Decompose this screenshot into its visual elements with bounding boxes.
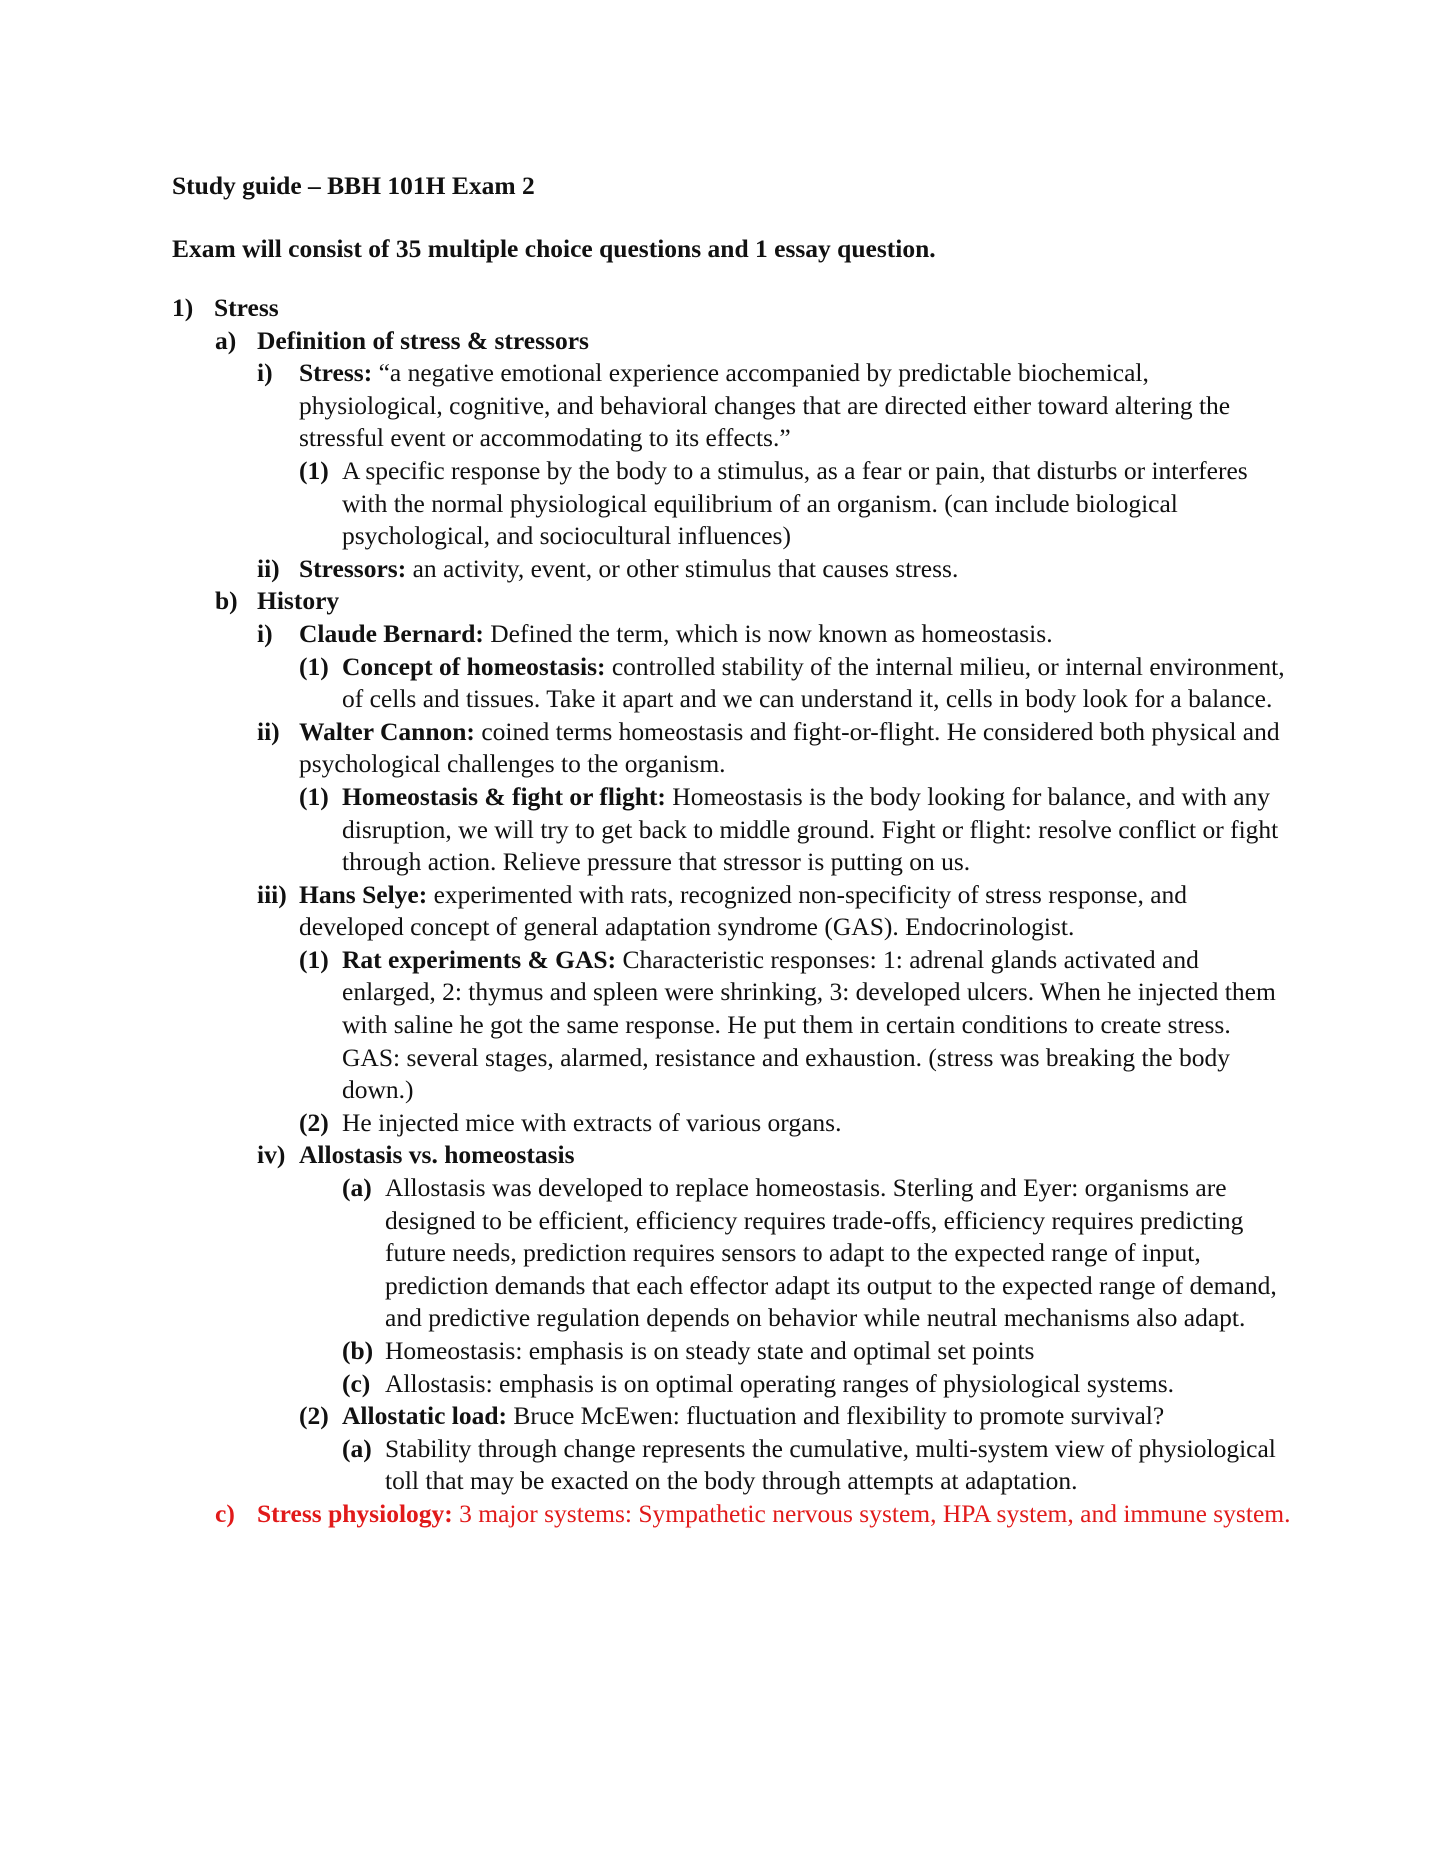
- outline-item: [172, 585, 1292, 618]
- outline-text: experimented with rats, recognized non-specificity of stress response, and developed concept of general adaptation syndrome (GAS). Endocrinologist.: [299, 879, 1188, 942]
- outline-item: [172, 455, 1292, 553]
- outline-marker: a): [215, 325, 237, 355]
- outline-text: Defined the term, which is now known as homeostasis.: [483, 618, 1053, 648]
- outline-marker: (2): [299, 1401, 329, 1431]
- outline-label: Stress:: [299, 358, 373, 388]
- outline-item: [172, 553, 1292, 586]
- outline-item: [172, 1433, 1292, 1498]
- outline-item: [172, 618, 1292, 651]
- outline-marker: 1): [172, 293, 194, 322]
- outline-marker: (1): [299, 944, 329, 974]
- outline-marker: i): [257, 358, 273, 388]
- outline-marker: (1): [299, 455, 329, 485]
- outline-marker: (a): [342, 1433, 372, 1463]
- outline-text: an activity, event, or other stimulus that causes stress.: [406, 553, 959, 583]
- outline-item: [172, 1498, 1292, 1531]
- outline-label: Stressors:: [299, 553, 407, 583]
- outline-item: [172, 357, 1292, 455]
- outline-marker: iv): [257, 1140, 286, 1170]
- outline-text: coined terms homeostasis and fight-or-flight. He considered both physical and psychological challenges to the organism.: [299, 716, 1280, 779]
- outline-item: [172, 1368, 1292, 1401]
- outline-label: Definition of stress & stressors: [257, 325, 589, 355]
- outline-marker: i): [257, 618, 273, 648]
- outline-item: [172, 1107, 1292, 1140]
- outline-text: A specific response by the body to a stimulus, as a fear or pain, that disturbs or interferes with the normal physiological equilibrium of an organism. (can include biological psychological, and sociocultural influences): [342, 455, 1248, 551]
- outline-marker: ii): [257, 553, 280, 583]
- outline-item: [172, 1139, 1292, 1172]
- outline-item: [172, 1400, 1292, 1433]
- outline-label: Allostatic load:: [342, 1401, 508, 1431]
- outline-label: Rat experiments & GAS:: [342, 944, 617, 974]
- outline-item: [172, 781, 1292, 879]
- outline-marker: (1): [299, 781, 329, 811]
- outline-marker: (b): [342, 1336, 374, 1365]
- outline-marker: (c): [342, 1368, 371, 1398]
- outline-text: Allostasis was developed to replace homeostasis. Sterling and Eyer: organisms are designed to be efficient, efficiency requires trade-offs, efficiency requires predicting future needs, prediction requires sensors to adapt to the expected range of input, prediction demands that each effector adapt its output to the expected range of demand, and predictive regulation depends on behavior while neutral mechanisms also adapt.: [385, 1173, 1277, 1333]
- document-subtitle: Exam will consist of 35 multiple choice questions and 1 essay question.: [172, 234, 936, 263]
- outline-label: Concept of homeostasis:: [342, 651, 606, 681]
- document-title: Study guide – BBH 101H Exam 2: [172, 171, 535, 200]
- outline-text: 3 major systems: Sympathetic nervous system, HPA system, and immune system.: [452, 1498, 1291, 1528]
- outline-marker: b): [215, 586, 238, 616]
- outline-label: Homeostasis & fight or flight:: [342, 781, 666, 811]
- outline-text: He injected mice with extracts of various organs.: [342, 1107, 842, 1137]
- outline-text: Homeostasis is the body looking for balance, and with any disruption, we will try to get back to middle ground. Fight or flight: resolve conflict or fight through action. Relieve pressure that stressor is putting on us.: [342, 781, 1279, 877]
- outline-item: [172, 292, 1292, 325]
- outline-label: Claude Bernard:: [299, 618, 484, 648]
- outline-list: [172, 292, 1292, 1531]
- outline-text: controlled stability of the internal milieu, or internal environment, of cells and tissues. Take it apart and we can understand it, cells in body look for a balance.: [342, 651, 1285, 714]
- outline-label: Allostasis vs. homeostasis: [299, 1140, 575, 1170]
- outline-item: [172, 651, 1292, 716]
- outline-item: [172, 1335, 1292, 1368]
- outline-marker: c): [215, 1498, 235, 1528]
- outline-marker: (a): [342, 1173, 372, 1203]
- outline-item: [172, 716, 1292, 781]
- outline-marker: ii): [257, 716, 280, 746]
- outline-text: Stability through change represents the cumulative, multi-system view of physiological toll that may be exacted on the body through attempts at adaptation.: [385, 1433, 1276, 1496]
- outline-item: [172, 1172, 1292, 1335]
- outline-text: Characteristic responses: 1: adrenal glands activated and enlarged, 2: thymus and spleen were shrinking, 3: developed ulcers. When he injected them with saline he got the same response. He put them in certain conditions to create stress. GAS: several stages, alarmed, resistance and exhaustion. (stress was breaking the body down.): [342, 944, 1276, 1105]
- outline-label: Walter Cannon:: [299, 716, 475, 746]
- outline-text: “a negative emotional experience accompanied by predictable biochemical, physiological, cognitive, and behavioral changes that are directed either toward altering the stressful event or accommodating to its effects.”: [299, 358, 1231, 453]
- outline-text: Homeostasis: emphasis is on steady state and optimal set points: [385, 1336, 1035, 1365]
- outline-marker: (1): [299, 651, 329, 681]
- outline-label: Stress physiology:: [257, 1498, 453, 1528]
- outline-marker: (2): [299, 1107, 329, 1137]
- outline-item: [172, 325, 1292, 358]
- outline-item: [172, 944, 1292, 1107]
- outline-item: [172, 879, 1292, 944]
- outline-text: Bruce McEwen: fluctuation and flexibility to promote survival?: [507, 1401, 1165, 1431]
- outline-label: Hans Selye:: [299, 879, 428, 909]
- outline-label: History: [257, 586, 340, 616]
- outline-label: Stress: [214, 293, 279, 322]
- outline-marker: iii): [257, 879, 287, 909]
- outline-text: Allostasis: emphasis is on optimal operating ranges of physiological systems.: [385, 1368, 1174, 1398]
